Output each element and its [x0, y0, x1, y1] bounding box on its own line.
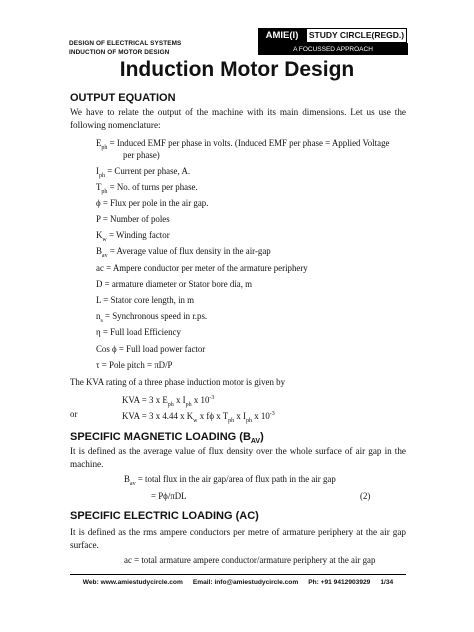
footer-email: Email: info@amiestudycircle.com: [192, 579, 299, 586]
section-heading-electric-loading: SPECIFIC ELECTRIC LOADING (AC): [70, 510, 259, 522]
nomenclature-iph: $I_{ph}$ = Current per phase, A.: [96, 166, 191, 179]
brand-logo: [258, 28, 407, 43]
nomenclature-ac: ac = Ampere conductor per meter of the armature periphery: [96, 263, 308, 273]
section-heading-output-equation: OUTPUT EQUATION: [70, 92, 176, 104]
magnetic-loading-definition: It is defined as the average value of flux density over the whole surface of air gap in the machine.: [70, 446, 406, 469]
course-header: [69, 39, 181, 57]
footer-divider: [70, 574, 406, 575]
nomenclature-phi: ϕ = Flux per pole in the air gap.: [96, 198, 209, 208]
bav-equation-result: = Pϕ/πDL: [151, 491, 187, 501]
nomenclature-bav: $B_{av}$ = Average value of flux density in the air-gap: [96, 246, 271, 259]
nomenclature-eph-cont: per phase): [123, 150, 160, 160]
kva-intro: The KVA rating of a three phase induction motor is given by: [70, 377, 286, 387]
nomenclature-eta: η = Full load Efficiency: [96, 327, 181, 337]
footer-phone: Ph: +91 9412903929: [308, 579, 371, 586]
electric-loading-definition: It is defined as the rms ampere conductors per metre of armature periphery at the air gap surface.: [70, 527, 406, 550]
nomenclature-tau: τ = Pole pitch = πD/P: [96, 360, 173, 370]
nomenclature-tph: $T_{ph} = No$. of turns per phase.: [96, 182, 198, 195]
nomenclature-poles: P = Number of poles: [96, 214, 170, 224]
output-equation-intro: We have to relate the output of the machine with its main dimensions. Let us use the following nomenclature:: [70, 107, 406, 130]
nomenclature-cos: Cos ϕ = Full load power factor: [96, 344, 206, 354]
page-title: Induction Motor Design: [119, 58, 355, 81]
course-title: DESIGN OF ELECTRICAL SYSTEMS: [69, 40, 182, 47]
bav-equation: $B_{av}$ = total flux in the air gap/area of flux path in the air gap: [124, 474, 336, 487]
equation-number: (2): [360, 491, 371, 501]
nomenclature-d: D = armature diameter or Stator bore dia, m: [96, 279, 253, 289]
or-label: or: [70, 409, 78, 419]
brand-tagline: A FOCUSSED APPROACH: [258, 43, 408, 55]
brand-name: AMIE(I): [258, 28, 306, 43]
kva-equation-2: KVA = 3 x 4.44 x $K_w$ x fϕ x $T_{ph}$ x $I_{ph}$ x $10^{-3}$: [122, 410, 275, 424]
section-heading-magnetic-loading: SPECIFIC MAGNETIC LOADING $(B_{AV})$: [70, 431, 264, 446]
page-number: 1/34: [380, 579, 394, 586]
brand-study-circle: STUDY CIRCLE(REGD.): [306, 28, 407, 43]
footer-web: Web: www.amiestudycircle.com: [82, 579, 183, 586]
nomenclature-ns: $n_s$ = Synchronous speed in r.ps.: [96, 311, 208, 324]
course-subtitle: INDUCTION OF MOTOR DESIGN: [69, 49, 170, 56]
footer: [70, 579, 406, 586]
nomenclature-l: L = Stator core length, in m: [96, 295, 195, 305]
ac-equation: ac = total armature ampere conductor/armature periphery at the air gap: [124, 555, 376, 565]
nomenclature-eph: $E_{ph}$ = Induced EMF per phase in volts. (Induced EMF per phase = Applied Voltage: [96, 138, 390, 151]
kva-equation-1: KVA = 3 x $E_{ph}$ x $I_{ph}$ x $10^{-3}$: [122, 394, 215, 408]
nomenclature-kw: $K_w$ = Winding factor: [96, 230, 170, 243]
